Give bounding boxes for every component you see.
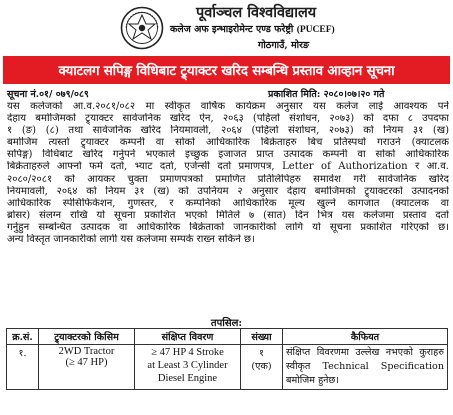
body-line: आधिकारिक स्पेसिफिकेशन, गुणस्तर, र कम्पनिको आधिकारिक मूल्य खुल्ने कागजात (क्याटलक वा — [7, 197, 449, 209]
body-line: सपिङ्ग) विधिबाट खरिद गर्नुपर्ने भएकाले इच्छुक इजाजत प्राप्त उत्पादक कम्पनी वा सोको आधिकारिक — [7, 149, 449, 161]
body-line: देहाय बमोजिमको ट्र्याक्टर सार्वजनिक खरिद ऐन, २०६३ (पहिलो संशोधन, २०७३) को दफा ८ उपदफा — [7, 113, 449, 125]
tractor-spec-table — [6, 328, 448, 390]
header-brief-spec: संक्षिप्त विवरण — [135, 329, 241, 345]
spec-line: ≥ 47 HP 4 Stroke — [151, 347, 224, 358]
header-quantity: संख्या — [241, 329, 283, 345]
cell-serial: १. — [7, 345, 39, 390]
college-location: गोठगाउँ, मोरङ — [258, 40, 310, 51]
table-row — [7, 345, 448, 390]
quantity-number: १ — [259, 348, 264, 359]
schedule-heading: तपसिल: — [210, 318, 243, 329]
body-line: बमोजिम त्यस्तो ट्र्याक्टर कम्पनी वा सोको आधिकारिक बिक्रेताहरु बिच प्रतिस्पर्धा गराउने (क्याटलक — [7, 137, 449, 149]
tractor-type-line: 2WD Tractor — [58, 346, 115, 357]
notice-number: सूचना नं.०१/ ०७९/०८९ — [7, 89, 89, 100]
cell-remarks: संक्षिप्त विवरणमा उल्लेख नभएको कुराहरु स्वीकृत Technical Specification बमोजिम हुनेछ। — [283, 345, 448, 390]
header-serial: क्र.सं. — [7, 329, 39, 345]
university-seal-icon — [120, 6, 164, 50]
notice-title-banner — [3, 56, 450, 84]
body-line: बिक्रेताहरुले आफ्नो फर्म दर्ता, भ्याट दर्ता, एजेन्सी दर्ता प्रमाणपत्र, Letter of Authorization र आ.व. — [7, 161, 449, 173]
notice-body — [7, 101, 449, 246]
tractor-type-line: (≥ 47 HP) — [65, 357, 108, 368]
cell-brief-spec — [135, 345, 241, 390]
college-abbreviation: (PUCEF) — [296, 25, 335, 35]
spec-line: Diesel Engine — [157, 373, 218, 384]
header-remarks: कैफियत — [283, 329, 448, 345]
body-line: नियमावली, २०६४ को नियम ३१ (ख) को उपनियम २ अनुसार देहाय बमोजिमको ट्र्याक्टरको उत्पादनको — [7, 185, 449, 197]
table-header-row — [7, 329, 448, 345]
body-line: १ (ङ) (८) तथा सार्वजनिक खरिद नियमावली, २०६४ (पहिलो संशोधन, २०७३) को नियम ३१ (ख) — [7, 125, 449, 137]
body-line: २०८०/२०८१ को आयकर चुक्ता प्रमाणपत्रको प्रमाणित प्रतिलिपिहरु समावेश गरी सार्वजनिक खरिद — [7, 173, 449, 185]
notice-title: क्याटलग सपिङ्ग विधिबाट ट्र्याक्टर खरिद सम्बन्धि प्रस्ताव आव्हान सूचना — [58, 63, 395, 79]
header-tractor-type: ट्र्याक्टरको किसिम — [39, 329, 135, 345]
university-name: पूर्वाञ्चल विश्वविद्यालय — [196, 4, 317, 21]
spec-line: at Least 3 Cylinder — [147, 360, 228, 371]
body-line: अन्य विस्तृत जानकारीको लागी यस कलेजमा सम्पर्क राख्न सकिने छ। — [7, 234, 255, 246]
cell-tractor-type — [39, 345, 135, 390]
quantity-words: (एक) — [251, 361, 272, 372]
cell-quantity — [241, 345, 283, 390]
body-line: यस कलेजको आ.व.२०८१/०८२ मा स्वीकृत वार्षिक कार्यक्रम अनुसार यस कलेज लाई आवश्यक पर्ने — [7, 101, 449, 112]
body-line: गर्नुहुन सम्बन्धित उत्पादक वा आधिकारिक बिक्रेताको जानकारीको लागि यो सूचना प्रकाशित गरिएको छ। — [7, 221, 449, 233]
publication-date: प्रकाशित मिति: २०८०।०७।२० गते — [268, 89, 385, 100]
college-name — [170, 22, 335, 35]
college-name-text: कलेज अफ इन्भाइरोमेन्ट एण्ड फरेष्ट्री — [170, 24, 294, 35]
body-line: ब्रोसर) संलग्न राखि यो सूचना प्रकाशित भएको मितिले ७ (सात) दिन भित्र यस कलेजमा प्रस्ताव दर्ता — [7, 209, 449, 221]
